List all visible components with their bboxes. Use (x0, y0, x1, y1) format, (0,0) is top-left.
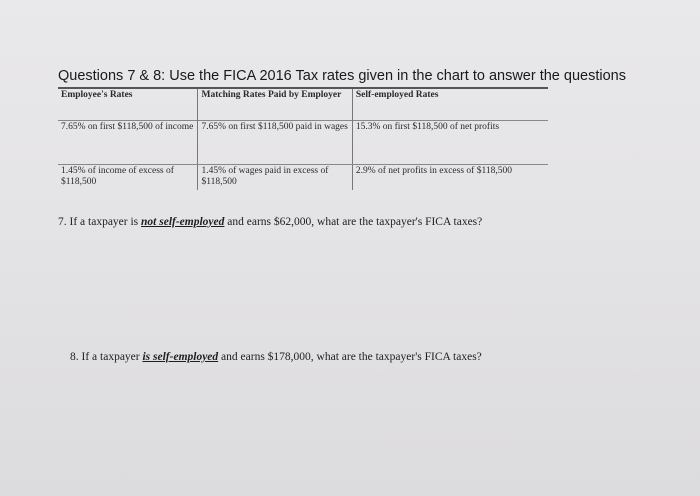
fica-rates-table (58, 87, 548, 190)
question-8-prefix: 8. If a taxpayer (70, 351, 143, 363)
question-7-suffix: and earns $62,000, what are the taxpayer's FICA taxes? (224, 216, 483, 228)
header-employer-matching-rates: Matching Rates Paid by Employer (198, 88, 352, 121)
table-cell: 7.65% on first $118,500 of income (58, 121, 198, 165)
question-7 (58, 216, 482, 228)
table-row (58, 121, 548, 165)
table-header-row (58, 88, 548, 121)
question-7-prefix: 7. If a taxpayer is (58, 216, 142, 228)
table-cell: 1.45% of income of excess of $118,500 (58, 165, 198, 191)
table-cell: 15.3% on first $118,500 of net profits (352, 121, 548, 165)
table-cell: 2.9% of net profits in excess of $118,500 (352, 165, 548, 191)
header-employee-rates: Employee's Rates (61, 90, 133, 100)
table-row (58, 165, 548, 191)
header-self-employed-rates: Self-employed Rates (352, 88, 548, 121)
worksheet-heading: Questions 7 & 8: Use the FICA 2016 Tax rates given in the chart to answer the questions (58, 68, 626, 84)
table-cell: 1.45% of wages paid in excess of $118,500 (198, 165, 352, 191)
question-7-emphasis: not self-employed (141, 216, 225, 228)
question-8-suffix: and earns $178,000, what are the taxpayer's FICA taxes? (218, 351, 482, 363)
question-8 (70, 351, 482, 363)
question-8-emphasis: is self-employed (142, 351, 219, 363)
table-cell: 7.65% on first $118,500 paid in wages (198, 121, 352, 165)
